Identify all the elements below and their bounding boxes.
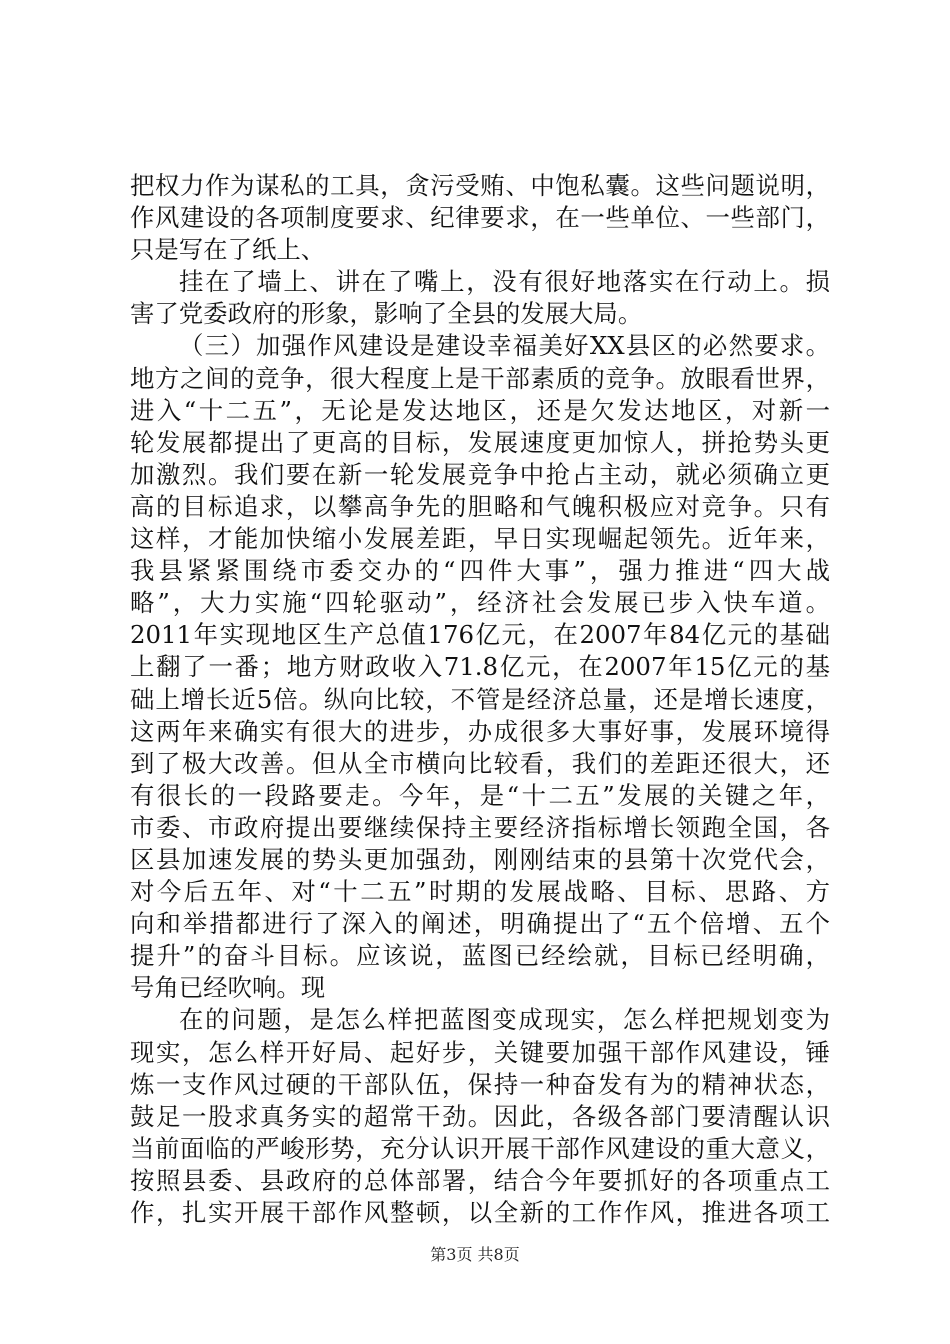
page-number-footer: 第3页 共8页 xyxy=(430,1245,520,1264)
text-line: 炼一支作风过硬的干部队伍，保持一种奋发有为的精神状态， xyxy=(130,1069,830,1099)
text-line: 挂在了墙上、讲在了嘴上，没有很好地落实在行动上。损 xyxy=(179,267,830,297)
text-line: 市委、市政府提出要继续保持主要经济指标增长领跑全国，各 xyxy=(130,812,830,842)
text-line: 地方之间的竞争，很大程度上是干部素质的竞争。放眼看世界， xyxy=(130,363,830,393)
body-text xyxy=(130,170,830,1229)
text-line: 把权力作为谋私的工具，贪污受贿、中饱私囊。这些问题说明， xyxy=(130,171,830,200)
text-line: 高的目标追求，以攀高争先的胆略和气魄积极应对竞争。只有 xyxy=(130,491,830,521)
text-line: 作风建设的各项制度要求、纪律要求，在一些单位、一些部门， xyxy=(130,203,830,233)
text-line: 在的问题，是怎么样把蓝图变成现实，怎么样把规划变为 xyxy=(179,1005,830,1035)
text-line: 础上增长近5倍。纵向比较，不管是经济总量，还是增长速度， xyxy=(130,684,830,714)
text-line: 这样，才能加快缩小发展差距，早日实现崛起领先。近年来， xyxy=(130,524,830,554)
text-line: 作，扎实开展干部作风整顿，以全新的工作作风，推进各项工 xyxy=(130,1198,830,1227)
text-line: 区县加速发展的势头更加强劲，刚刚结束的县第十次党代会， xyxy=(130,844,830,874)
text-line: 对今后五年、对“十二五”时期的发展战略、目标、思路、方 xyxy=(130,877,830,907)
text-line: 向和举措都进行了深入的阐述，明确提出了“五个倍增、五个 xyxy=(130,909,830,939)
text-line: 加激烈。我们要在新一轮发展竞争中抢占主动，就必须确立更 xyxy=(130,459,830,489)
text-line: 只是写在了纸上、 xyxy=(130,235,326,265)
section-heading: （三）加强作风建设是建设幸福美好XX县区的必然要求。 xyxy=(179,331,830,361)
text-line: 到了极大改善。但从全市横向比较看，我们的差距还很大，还 xyxy=(130,748,830,778)
text-line: 轮发展都提出了更高的目标，发展速度更加惊人，拼抢势头更 xyxy=(130,427,830,457)
text-line: 我县紧紧围绕市委交办的“四件大事”，强力推进“四大战 xyxy=(130,556,830,586)
text-line: 鼓足一股求真务实的超常干劲。因此，各级各部门要清醒认识 xyxy=(130,1101,830,1131)
text-line: 略”，大力实施“四轮驱动”，经济社会发展已步入快车道。 xyxy=(130,588,830,618)
text-line: 2011年实现地区生产总值176亿元，在2007年84亿元的基础 xyxy=(130,620,830,650)
text-line: 当前面临的严峻形势，充分认识开展干部作风建设的重大意义， xyxy=(130,1133,830,1163)
text-line: 按照县委、县政府的总体部署，结合今年要抓好的各项重点工 xyxy=(130,1165,830,1195)
text-line: 进入“十二五”，无论是发达地区，还是欠发达地区，对新一 xyxy=(130,395,830,425)
text-line: 号角已经吹响。现 xyxy=(130,973,326,1003)
text-line: 有很长的一段路要走。今年，是“十二五”发展的关键之年， xyxy=(130,780,830,810)
text-line: 上翻了一番；地方财政收入71.8亿元，在2007年15亿元的基 xyxy=(130,652,830,682)
text-line: 害了党委政府的形象，影响了全县的发展大局。 xyxy=(130,299,643,329)
text-line: 现实，怎么样开好局、起好步，关键要加强干部作风建设，锤 xyxy=(130,1037,830,1067)
text-line: 这两年来确实有很大的进步，办成很多大事好事，发展环境得 xyxy=(130,716,830,746)
text-line: 提升”的奋斗目标。应该说，蓝图已经绘就，目标已经明确， xyxy=(130,941,830,971)
